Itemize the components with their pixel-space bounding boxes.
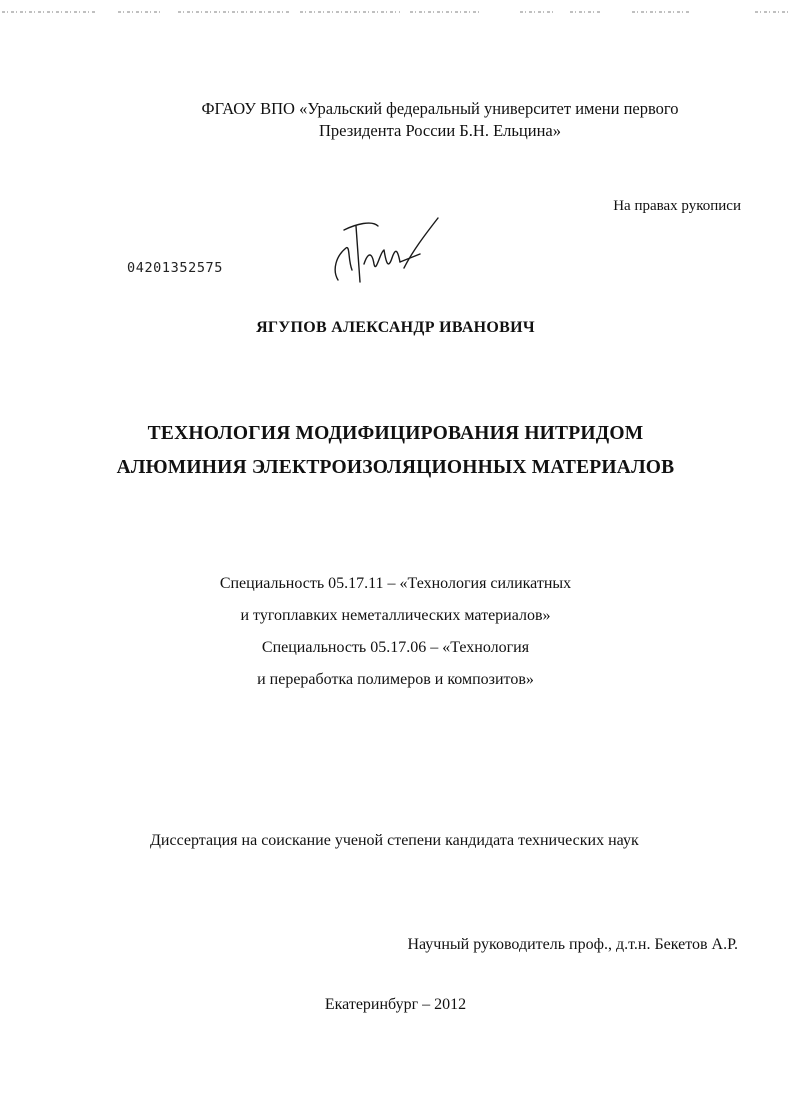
document-code: 04201352575 (127, 260, 224, 276)
city-year: Екатеринбург – 2012 (324, 996, 467, 1013)
author-name: ЯГУПОВ АЛЕКСАНДР ИВАНОВИЧ (256, 319, 535, 336)
manuscript-rights-note: На правах рукописи (613, 198, 741, 214)
title-line-1: ТЕХНОЛОГИЯ МОДИФИЦИРОВАНИЯ НИТРИДОМ (147, 423, 644, 444)
author-signature (326, 212, 456, 292)
institution-line-2: Президента России Б.Н. Ельцина» (319, 121, 561, 140)
dissertation-degree-note: Диссертация на соискание ученой степени кандидата технических наук (150, 832, 639, 849)
scientific-supervisor: Научный руководитель проф., д.т.н. Бекетов А.Р. (407, 936, 738, 953)
institution-line-1: ФГАОУ ВПО «Уральский федеральный университет имени первого (201, 99, 679, 118)
specialty-line: Специальность 05.17.11 – «Технология силикатных (219, 575, 572, 592)
specialty-line: и тугоплавких неметаллических материалов» (240, 607, 551, 624)
specialty-line: и переработка полимеров и композитов» (257, 671, 534, 688)
scan-header-artifact (0, 0, 791, 22)
specialty-line: Специальность 05.17.06 – «Технология (261, 639, 530, 656)
title-line-2: АЛЮМИНИЯ ЭЛЕКТРОИЗОЛЯЦИОННЫХ МАТЕРИАЛОВ (116, 457, 675, 478)
dissertation-title (0, 417, 791, 485)
specialties (0, 568, 791, 696)
institution-name (110, 98, 770, 142)
